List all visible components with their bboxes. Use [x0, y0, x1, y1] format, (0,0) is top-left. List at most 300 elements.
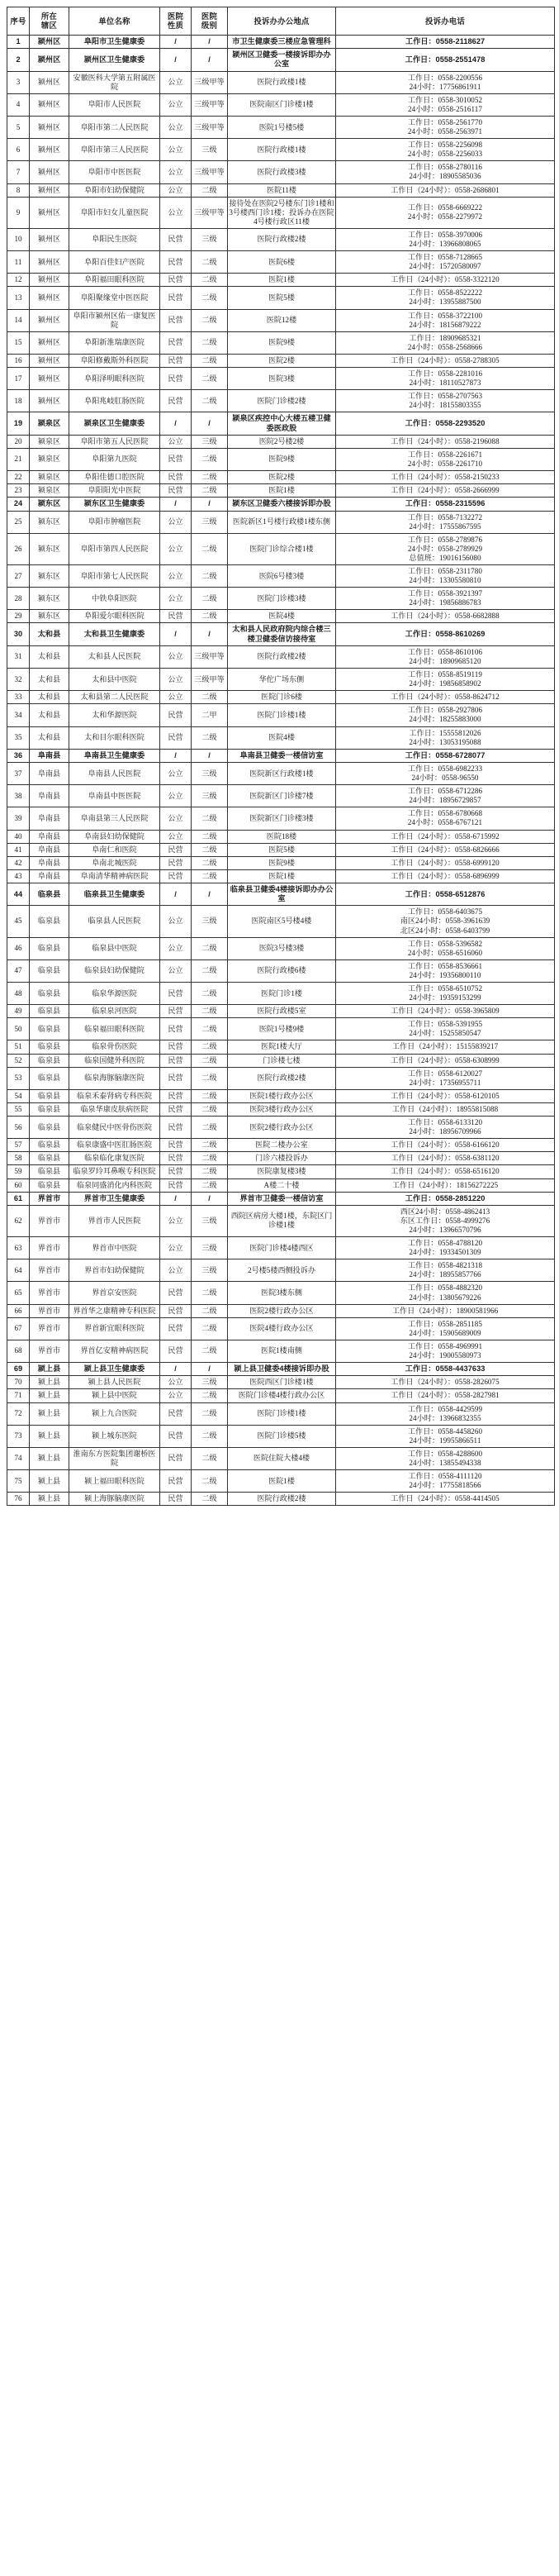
phone-line: 工作日（24小时）：15155839217 — [391, 1042, 499, 1051]
cell-index: 50 — [7, 1018, 30, 1040]
cell-nature: 民营 — [160, 1470, 192, 1493]
cell-index: 6 — [7, 139, 30, 161]
cell-nature: / — [160, 1192, 192, 1205]
cell-district: 颍上县 — [30, 1493, 69, 1506]
cell-office-location: 医院康复楼3楼 — [228, 1165, 336, 1178]
cell-level: 二级 — [192, 471, 228, 484]
cell-district: 阜南县 — [30, 869, 69, 883]
cell-index: 52 — [7, 1054, 30, 1067]
cell-index: 19 — [7, 412, 30, 435]
cell-district: 临泉县 — [30, 1067, 69, 1089]
cell-office-location: 华佗广场东侧 — [228, 669, 336, 691]
cell-phone — [336, 1102, 555, 1116]
phone-line: 24小时：15905689009 — [409, 1328, 481, 1337]
cell-district: 太和县 — [30, 669, 69, 691]
cell-unit-name: 临泉同盛消化内科医院 — [69, 1178, 160, 1192]
cell-office-location: 医院门诊1楼 — [228, 983, 336, 1005]
cell-index: 69 — [7, 1363, 30, 1376]
cell-phone — [336, 1317, 555, 1340]
table-row — [7, 704, 555, 726]
phone-line: 24小时：19856858902 — [409, 679, 481, 688]
cell-level: 二级 — [192, 533, 228, 564]
cell-unit-name: 阜南县中医医院 — [69, 785, 160, 807]
cell-office-location: 医院西区门诊楼1楼 — [228, 1376, 336, 1389]
cell-office-location: 医院门诊综合楼1楼 — [228, 533, 336, 564]
cell-nature: 民营 — [160, 228, 192, 250]
cell-level: 二级 — [192, 1425, 228, 1447]
cell-district: 界首市 — [30, 1340, 69, 1362]
cell-index: 1 — [7, 35, 30, 48]
cell-phone — [336, 93, 555, 116]
table-row — [7, 1054, 555, 1067]
phone-line: 工作日：0558-6133120 — [407, 1118, 483, 1127]
phone-line: 24小时：13805679226 — [409, 1293, 481, 1302]
cell-unit-name: 阜阳泽明眼科医院 — [69, 368, 160, 390]
phone-line: 工作日：0558-2551478 — [405, 55, 486, 64]
cell-index: 21 — [7, 448, 30, 470]
cell-district: 临泉县 — [30, 983, 69, 1005]
table-row — [7, 368, 555, 390]
phone-line: 总值班：19016156080 — [409, 553, 481, 562]
cell-phone — [336, 1470, 555, 1493]
phone-line: 24小时：15720580097 — [409, 262, 481, 271]
cell-district: 太和县 — [30, 691, 69, 704]
cell-unit-name: 阜南县卫生健康委 — [69, 749, 160, 762]
table-row — [7, 749, 555, 762]
cell-unit-name: 临泉罗玲耳鼻喉专科医院 — [69, 1165, 160, 1178]
table-row — [7, 139, 555, 161]
cell-nature: / — [160, 749, 192, 762]
cell-nature: 民营 — [160, 726, 192, 749]
column-header-office-location: 投诉办办公地点 — [228, 7, 336, 36]
phone-line: 工作日（24小时）：0558-2827981 — [391, 1391, 500, 1400]
phone-line: 工作日：0558-2851220 — [405, 1193, 486, 1202]
phone-line: 工作日：0558-8610269 — [405, 630, 486, 639]
cell-office-location: 医院行政楼2楼 — [228, 1493, 336, 1506]
cell-nature: 民营 — [160, 1493, 192, 1506]
table-row — [7, 448, 555, 470]
cell-nature: 公立 — [160, 116, 192, 138]
cell-index: 39 — [7, 807, 30, 830]
cell-unit-name: 阜南县人民医院 — [69, 762, 160, 784]
cell-index: 2 — [7, 49, 30, 71]
phone-line: 24小时：13955887500 — [409, 298, 481, 307]
cell-office-location: 医院二楼办公室 — [228, 1139, 336, 1152]
cell-district: 颍州区 — [30, 274, 69, 287]
cell-office-location: 医院南区5号楼4楼 — [228, 906, 336, 937]
cell-level: 二级 — [192, 1165, 228, 1178]
phone-line: 工作日：0558-2315596 — [405, 499, 486, 508]
table-row — [7, 1282, 555, 1304]
table-row — [7, 1067, 555, 1089]
phone-line: 24小时：0558-2568666 — [407, 342, 483, 351]
cell-phone — [336, 1389, 555, 1402]
cell-index: 75 — [7, 1470, 30, 1493]
cell-level: 二级 — [192, 1102, 228, 1116]
cell-index: 34 — [7, 704, 30, 726]
cell-nature: 公立 — [160, 533, 192, 564]
cell-phone — [336, 883, 555, 905]
cell-nature: 公立 — [160, 197, 192, 228]
cell-index: 38 — [7, 785, 30, 807]
table-row — [7, 1340, 555, 1362]
table-row — [7, 1389, 555, 1402]
cell-office-location: 医院行政楼5室 — [228, 1005, 336, 1018]
cell-office-location: 医院18楼 — [228, 830, 336, 843]
cell-unit-name: 阜阳市卫生健康委 — [69, 35, 160, 48]
cell-level: 二级 — [192, 1018, 228, 1040]
cell-unit-name: 临泉健民中医骨伤医院 — [69, 1117, 160, 1139]
cell-index: 40 — [7, 830, 30, 843]
table-row — [7, 309, 555, 331]
cell-phone — [336, 1237, 555, 1259]
cell-district: 颍泉区 — [30, 471, 69, 484]
cell-nature: 公立 — [160, 906, 192, 937]
cell-unit-name: 阜阳市妇幼保健院 — [69, 183, 160, 197]
cell-unit-name: 颍上九合医院 — [69, 1402, 160, 1425]
cell-index: 74 — [7, 1447, 30, 1469]
phone-line: 工作日：0558-2293520 — [405, 419, 486, 428]
cell-phone — [336, 610, 555, 623]
cell-level: 二级 — [192, 1067, 228, 1089]
cell-index: 43 — [7, 869, 30, 883]
cell-phone — [336, 869, 555, 883]
cell-phone — [336, 565, 555, 588]
cell-office-location: 医院4楼行政办公区 — [228, 1317, 336, 1340]
cell-office-location: 医院新区1号楼行政楼1楼东侧 — [228, 511, 336, 533]
phone-line: 工作日：0558-4288600 — [407, 1449, 483, 1458]
cell-nature: 民营 — [160, 1447, 192, 1469]
cell-unit-name: 界首华之康精神专科医院 — [69, 1304, 160, 1317]
table-header — [7, 7, 555, 36]
cell-district: 颍州区 — [30, 331, 69, 354]
cell-office-location: 医院住院大楼4楼 — [228, 1447, 336, 1469]
table-row — [7, 843, 555, 856]
cell-nature: 民营 — [160, 274, 192, 287]
phone-line: 工作日（24小时）：0558-2788305 — [391, 355, 500, 364]
cell-index: 15 — [7, 331, 30, 354]
cell-phone — [336, 830, 555, 843]
cell-nature: 民营 — [160, 287, 192, 309]
cell-phone — [336, 691, 555, 704]
phone-line: 工作日（24小时）：0558-2686801 — [391, 185, 500, 194]
cell-nature: 公立 — [160, 1259, 192, 1282]
cell-district: 阜南县 — [30, 843, 69, 856]
cell-index: 42 — [7, 856, 30, 869]
cell-district: 颍州区 — [30, 116, 69, 138]
cell-level: 二级 — [192, 830, 228, 843]
cell-nature: 民营 — [160, 1089, 192, 1102]
cell-district: 临泉县 — [30, 1018, 69, 1040]
cell-level: 三级甲等 — [192, 161, 228, 183]
phone-line: 工作日：0558-6780668 — [407, 809, 483, 818]
cell-phone — [336, 471, 555, 484]
cell-index: 61 — [7, 1192, 30, 1205]
cell-nature: 公立 — [160, 645, 192, 668]
cell-district: 阜南县 — [30, 807, 69, 830]
phone-line: 工作日：0558-4788120 — [407, 1239, 483, 1248]
cell-unit-name: 太和县第二人民医院 — [69, 691, 160, 704]
table-row — [7, 937, 555, 959]
cell-index: 32 — [7, 669, 30, 691]
cell-district: 阜南县 — [30, 762, 69, 784]
table-row — [7, 906, 555, 937]
cell-index: 3 — [7, 71, 30, 93]
cell-office-location: 医院门诊楼5楼 — [228, 1425, 336, 1447]
phone-line: 24小时：18156879222 — [409, 320, 481, 329]
cell-nature: 公立 — [160, 785, 192, 807]
cell-index: 16 — [7, 354, 30, 367]
cell-level: 二级 — [192, 251, 228, 274]
phone-line: 工作日：0558-6403675 — [407, 907, 483, 917]
table-row — [7, 1152, 555, 1165]
cell-phone — [336, 1152, 555, 1165]
cell-district: 界首市 — [30, 1317, 69, 1340]
cell-index: 7 — [7, 161, 30, 183]
cell-office-location: 医院门诊楼4楼行政办公区 — [228, 1389, 336, 1402]
cell-office-location: 医院4楼 — [228, 726, 336, 749]
phone-line: 工作日：0558-4821318 — [407, 1261, 483, 1270]
cell-phone — [336, 843, 555, 856]
cell-district: 颍州区 — [30, 183, 69, 197]
cell-phone — [336, 116, 555, 138]
cell-unit-name: 阜阳市第七人民医院 — [69, 565, 160, 588]
cell-district: 临泉县 — [30, 959, 69, 982]
cell-nature: 民营 — [160, 251, 192, 274]
cell-office-location: 医院3楼 — [228, 368, 336, 390]
cell-nature: 民营 — [160, 1425, 192, 1447]
table-row — [7, 183, 555, 197]
cell-nature: 民营 — [160, 1165, 192, 1178]
cell-district: 临泉县 — [30, 1117, 69, 1139]
cell-phone — [336, 1259, 555, 1282]
cell-index: 8 — [7, 183, 30, 197]
cell-office-location: 颍泉区疾控中心大楼五楼卫健委医政股 — [228, 412, 336, 435]
phone-line: 24小时：17356955711 — [409, 1078, 481, 1087]
cell-level: 二级 — [192, 1304, 228, 1317]
cell-level: 二级 — [192, 937, 228, 959]
cell-unit-name: 阜阳修戴斯外科医院 — [69, 354, 160, 367]
cell-district: 颍东区 — [30, 533, 69, 564]
phone-line: 24小时：0558-2256033 — [407, 150, 483, 159]
phone-line: 24小时：0558-2279972 — [407, 212, 483, 221]
cell-index: 65 — [7, 1282, 30, 1304]
cell-unit-name: 阜阳市颍州区佑一康复医院 — [69, 309, 160, 331]
cell-unit-name: 颍上福田眼科医院 — [69, 1470, 160, 1493]
phone-line: 工作日：0558-5391955 — [407, 1020, 483, 1029]
phone-line: 工作日：0558-2851185 — [408, 1319, 482, 1328]
cell-nature: 民营 — [160, 1340, 192, 1362]
cell-nature: 民营 — [160, 1178, 192, 1192]
cell-nature: 公立 — [160, 691, 192, 704]
table-row — [7, 331, 555, 354]
cell-unit-name: 阜阳市中医医院 — [69, 161, 160, 183]
phone-line: 工作日：0558-6510752 — [407, 984, 483, 993]
cell-nature: 公立 — [160, 588, 192, 610]
cell-phone — [336, 412, 555, 435]
cell-nature: 公立 — [160, 139, 192, 161]
cell-nature: 公立 — [160, 830, 192, 843]
cell-office-location: 医院门诊楼4楼西区 — [228, 1237, 336, 1259]
phone-line: 工作日：0558-4437633 — [405, 1364, 486, 1374]
cell-level: 三级甲等 — [192, 116, 228, 138]
cell-unit-name: 界首市卫生健康委 — [69, 1192, 160, 1205]
cell-level: 二级 — [192, 610, 228, 623]
cell-phone — [336, 623, 555, 645]
cell-district: 阜南县 — [30, 785, 69, 807]
cell-level: / — [192, 498, 228, 511]
cell-index: 12 — [7, 274, 30, 287]
phone-line: 24小时：17755818566 — [409, 1481, 481, 1490]
cell-level: / — [192, 749, 228, 762]
phone-line: 工作日：0558-4111120 — [408, 1472, 482, 1481]
cell-unit-name: 阜阳市第二人民医院 — [69, 116, 160, 138]
phone-line: 工作日：0558-2200556 — [407, 73, 483, 82]
cell-office-location: 门诊楼七楼 — [228, 1054, 336, 1067]
cell-level: 三级甲等 — [192, 669, 228, 691]
cell-nature: / — [160, 1363, 192, 1376]
cell-nature: 公立 — [160, 435, 192, 448]
cell-index: 9 — [7, 197, 30, 228]
cell-index: 31 — [7, 645, 30, 668]
phone-line: 24小时：18110527873 — [409, 379, 481, 388]
cell-phone — [336, 1402, 555, 1425]
cell-unit-name: 颍上县卫生健康委 — [69, 1363, 160, 1376]
cell-index: 56 — [7, 1117, 30, 1139]
cell-level: 二级 — [192, 1054, 228, 1067]
cell-district: 临泉县 — [30, 937, 69, 959]
cell-nature: 公立 — [160, 959, 192, 982]
cell-phone — [336, 1376, 555, 1389]
phone-line: 24小时：18905585036 — [409, 172, 481, 181]
table-row — [7, 588, 555, 610]
table-row — [7, 71, 555, 93]
table-row — [7, 1165, 555, 1178]
cell-unit-name: 阜南仁和医院 — [69, 843, 160, 856]
phone-line: 东区工作日：0558-4999276 — [400, 1216, 490, 1225]
cell-district: 颍上县 — [30, 1389, 69, 1402]
cell-district: 颍州区 — [30, 161, 69, 183]
cell-unit-name: 阜南县第三人民医院 — [69, 807, 160, 830]
cell-unit-name: 阜阳市人民医院 — [69, 93, 160, 116]
cell-district: 颍上县 — [30, 1376, 69, 1389]
cell-nature: / — [160, 883, 192, 905]
cell-district: 临泉县 — [30, 1178, 69, 1192]
cell-phone — [336, 1054, 555, 1067]
cell-district: 颍州区 — [30, 354, 69, 367]
cell-phone — [336, 1165, 555, 1178]
table-row — [7, 1178, 555, 1192]
column-header-unit-name: 单位名称 — [69, 7, 160, 36]
cell-level: 三级 — [192, 906, 228, 937]
cell-index: 30 — [7, 623, 30, 645]
cell-index: 76 — [7, 1493, 30, 1506]
cell-nature: 公立 — [160, 1389, 192, 1402]
cell-phone — [336, 139, 555, 161]
phone-line: 24小时：15255850547 — [409, 1029, 481, 1038]
cell-phone — [336, 390, 555, 412]
cell-level: 三级 — [192, 1205, 228, 1236]
cell-level: 二级 — [192, 1282, 228, 1304]
phone-line: 工作日（24小时）：0558-6516120 — [391, 1167, 500, 1176]
cell-unit-name: 阜阳市第五人民医院 — [69, 435, 160, 448]
cell-phone — [336, 1304, 555, 1317]
cell-nature: 公立 — [160, 161, 192, 183]
table-row — [7, 1205, 555, 1236]
table-row — [7, 762, 555, 784]
cell-unit-name: 阜阳市肿瘤医院 — [69, 511, 160, 533]
cell-phone — [336, 71, 555, 93]
cell-office-location: 医院行政楼6楼 — [228, 959, 336, 982]
phone-line: 24小时：13966832355 — [409, 1413, 481, 1422]
phone-line: 工作日：0558-6712286 — [407, 787, 483, 796]
cell-phone — [336, 1089, 555, 1102]
cell-office-location: 医院2楼行政办公区 — [228, 1117, 336, 1139]
cell-office-location: 医院行政楼2楼 — [228, 1067, 336, 1089]
cell-unit-name: 临泉泉河医院 — [69, 1005, 160, 1018]
cell-nature: / — [160, 35, 192, 48]
cell-phone — [336, 309, 555, 331]
phone-line: 工作日（24小时）：0558-6308999 — [391, 1055, 500, 1064]
cell-phone — [336, 645, 555, 668]
cell-office-location: 医院9楼 — [228, 448, 336, 470]
cell-office-location: 医院行政楼1楼 — [228, 71, 336, 93]
phone-line: 工作日：0558-7128665 — [407, 253, 483, 262]
cell-unit-name: 颍上城东医院 — [69, 1425, 160, 1447]
cell-phone — [336, 498, 555, 511]
cell-index: 58 — [7, 1152, 30, 1165]
table-row — [7, 1192, 555, 1205]
complaint-office-table — [7, 7, 555, 1506]
table-row — [7, 856, 555, 869]
cell-unit-name: 颍上县人民医院 — [69, 1376, 160, 1389]
phone-line: 工作日：0558-8519119 — [408, 670, 482, 679]
cell-level: 三级 — [192, 435, 228, 448]
cell-index: 53 — [7, 1067, 30, 1089]
cell-district: 颍泉区 — [30, 484, 69, 498]
cell-phone — [336, 1005, 555, 1018]
cell-index: 5 — [7, 116, 30, 138]
cell-nature: 公立 — [160, 183, 192, 197]
cell-office-location: 医院行政楼2楼 — [228, 645, 336, 668]
cell-office-location: 医院2楼 — [228, 354, 336, 367]
cell-office-location: 医院5楼 — [228, 287, 336, 309]
phone-line: 工作日（24小时）：0558-6826666 — [391, 845, 500, 854]
cell-nature: 民营 — [160, 309, 192, 331]
phone-line: 24小时：19856886783 — [409, 598, 481, 607]
table-row — [7, 610, 555, 623]
table-row — [7, 883, 555, 905]
cell-unit-name: 临泉禾泰肾病专科医院 — [69, 1089, 160, 1102]
table-row — [7, 726, 555, 749]
cell-index: 18 — [7, 390, 30, 412]
phone-line: 工作日：0558-4458260 — [407, 1426, 483, 1436]
cell-district: 颍上县 — [30, 1447, 69, 1469]
cell-office-location: 太和县人民政府院内综合楼三楼卫健委信访接待室 — [228, 623, 336, 645]
table-row — [7, 565, 555, 588]
phone-line: 工作日：0558-3970006 — [407, 230, 483, 239]
cell-phone — [336, 448, 555, 470]
cell-nature: 公立 — [160, 937, 192, 959]
table-row — [7, 645, 555, 668]
cell-unit-name: 淮南东方医院集团谢桥医院 — [69, 1447, 160, 1469]
cell-level: 二级 — [192, 448, 228, 470]
cell-district: 颍州区 — [30, 309, 69, 331]
cell-phone — [336, 287, 555, 309]
cell-unit-name: 阜阳市第四人民医院 — [69, 533, 160, 564]
cell-level: 二级 — [192, 1317, 228, 1340]
cell-index: 37 — [7, 762, 30, 784]
